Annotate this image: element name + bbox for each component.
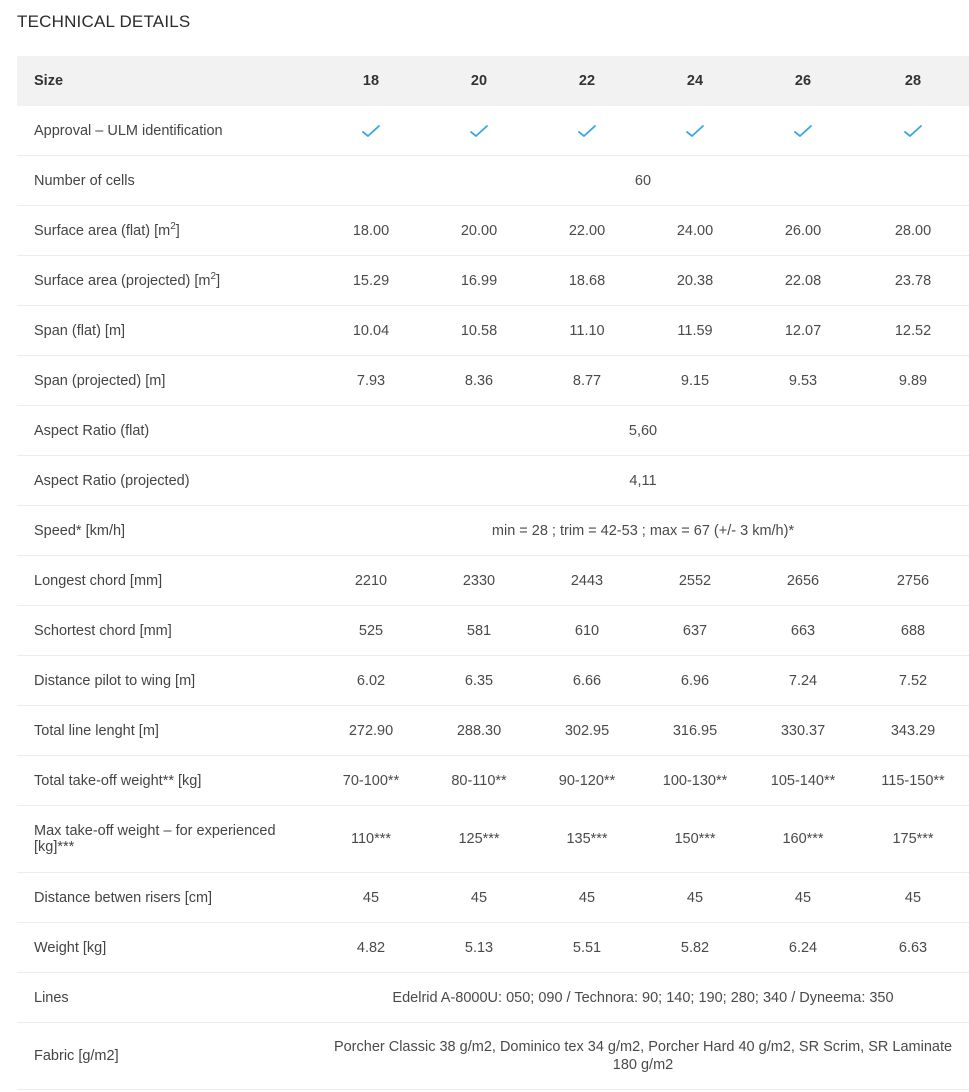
table-cell [533, 106, 641, 156]
row-label: Number of cells [17, 156, 317, 206]
table-cell: 24.00 [641, 206, 749, 256]
table-cell: 525 [317, 606, 425, 656]
table-cell: 6.66 [533, 656, 641, 706]
table-cell: 80-110** [425, 756, 533, 806]
table-cell: 2210 [317, 556, 425, 606]
table-cell: 10.58 [425, 306, 533, 356]
table-row-longest-chord [17, 556, 969, 606]
check-icon [577, 124, 597, 138]
table-cell: 2330 [425, 556, 533, 606]
table-cell: 110*** [317, 806, 425, 873]
technical-details-table [17, 56, 969, 1090]
table-cell: 45 [533, 873, 641, 923]
table-cell: 7.93 [317, 356, 425, 406]
table-row-speed [17, 506, 969, 556]
table-cell: 9.53 [749, 356, 857, 406]
table-cell: 288.30 [425, 706, 533, 756]
table-cell: 20.00 [425, 206, 533, 256]
table-cell [641, 106, 749, 156]
table-row-approval [17, 106, 969, 156]
table-cell: 12.52 [857, 306, 969, 356]
row-label: Speed* [km/h] [17, 506, 317, 556]
row-label: Lines [17, 973, 317, 1023]
table-cell: 105-140** [749, 756, 857, 806]
table-cell: 11.10 [533, 306, 641, 356]
table-cell: 18.68 [533, 256, 641, 306]
table-cell: 70-100** [317, 756, 425, 806]
table-cell [317, 106, 425, 156]
table-cell: 6.02 [317, 656, 425, 706]
row-label: Longest chord [mm] [17, 556, 317, 606]
table-cell: 11.59 [641, 306, 749, 356]
size-column-header: 24 [686, 73, 704, 89]
table-row-surface-flat [17, 206, 969, 256]
row-label: Distance betwen risers [cm] [17, 873, 317, 923]
table-row-takeoff-weight [17, 756, 969, 806]
size-header: Size [34, 73, 64, 89]
table-cell: 18.00 [317, 206, 425, 256]
row-label: Aspect Ratio (projected) [17, 456, 317, 506]
table-cell [425, 106, 533, 156]
table-cell: 637 [641, 606, 749, 656]
table-row-span-projected [17, 356, 969, 406]
table-cell: 6.96 [641, 656, 749, 706]
table-row-span-flat [17, 306, 969, 356]
table-cell: 272.90 [317, 706, 425, 756]
table-cell: 688 [857, 606, 969, 656]
table-row-aspect-projected [17, 456, 969, 506]
table-cell: 330.37 [749, 706, 857, 756]
table-cell: 2552 [641, 556, 749, 606]
table-cell: 2443 [533, 556, 641, 606]
table-row-lines [17, 973, 969, 1023]
table-cell: 22.00 [533, 206, 641, 256]
table-cell: 6.63 [857, 923, 969, 973]
table-cell: 7.24 [749, 656, 857, 706]
table-cell: 7.52 [857, 656, 969, 706]
row-label: Distance pilot to wing [m] [17, 656, 317, 706]
table-row-weight [17, 923, 969, 973]
superscript: 2 [210, 270, 217, 282]
table-cell-span: 60 [317, 156, 969, 206]
table-cell: 45 [857, 873, 969, 923]
table-cell: 150*** [641, 806, 749, 873]
table-cell: 45 [641, 873, 749, 923]
table-cell: 12.07 [749, 306, 857, 356]
table-cell-span: Edelrid A-8000U: 050; 090 / Technora: 90; 140; 190; 280; 340 / Dyneema: 350 [317, 973, 969, 1023]
table-cell: 16.99 [425, 256, 533, 306]
table-cell: 22.08 [749, 256, 857, 306]
row-label: Max take-off weight – for experienced [kg]*** [17, 806, 317, 873]
size-column-header: 26 [794, 73, 812, 89]
size-column-header: 22 [578, 73, 596, 89]
table-cell: 343.29 [857, 706, 969, 756]
table-cell: 45 [317, 873, 425, 923]
row-label: Aspect Ratio (flat) [17, 406, 317, 456]
check-icon [685, 124, 705, 138]
row-label [17, 206, 317, 256]
table-row-risers [17, 873, 969, 923]
row-label: Schortest chord [mm] [17, 606, 317, 656]
page-title: TECHNICAL DETAILS [17, 12, 191, 31]
table-row-aspect-flat [17, 406, 969, 456]
table-cell: 135*** [533, 806, 641, 873]
table-cell: 6.35 [425, 656, 533, 706]
table-cell [749, 106, 857, 156]
table-cell: 115-150** [857, 756, 969, 806]
table-cell: 302.95 [533, 706, 641, 756]
table-cell: 8.77 [533, 356, 641, 406]
table-cell: 10.04 [317, 306, 425, 356]
table-row-shortest-chord [17, 606, 969, 656]
table-cell: 5.51 [533, 923, 641, 973]
table-cell: 45 [749, 873, 857, 923]
table-row-line-length [17, 706, 969, 756]
table-row-max-takeoff [17, 806, 969, 873]
row-label: Weight [kg] [17, 923, 317, 973]
table-cell: 15.29 [317, 256, 425, 306]
table-cell: 581 [425, 606, 533, 656]
size-column-header: 28 [904, 73, 922, 89]
table-cell-span: 4,11 [317, 456, 969, 506]
table-row-pilot-distance [17, 656, 969, 706]
table-cell: 9.15 [641, 356, 749, 406]
table-cell-span: 5,60 [317, 406, 969, 456]
table-cell: 4.82 [317, 923, 425, 973]
row-label-text: ] [216, 272, 221, 289]
check-icon [361, 124, 381, 138]
table-cell: 9.89 [857, 356, 969, 406]
table-cell: 175*** [857, 806, 969, 873]
table-cell: 8.36 [425, 356, 533, 406]
row-label: Fabric [g/m2] [17, 1023, 317, 1090]
table-cell-span: min = 28 ; trim = 42-53 ; max = 67 (+/- 3 km/h)* [317, 506, 969, 556]
table-row-fabric [17, 1023, 969, 1090]
table-row-cells [17, 156, 969, 206]
table-cell: 23.78 [857, 256, 969, 306]
row-label: Total line lenght [m] [17, 706, 317, 756]
table-cell: 28.00 [857, 206, 969, 256]
table-cell: 5.13 [425, 923, 533, 973]
superscript: 2 [170, 220, 176, 232]
row-label [17, 256, 317, 306]
table-cell: 45 [425, 873, 533, 923]
size-column-header: 18 [362, 73, 380, 89]
table-header-row [17, 56, 969, 106]
table-cell: 125*** [425, 806, 533, 873]
table-cell: 90-120** [533, 756, 641, 806]
table-cell-span: Porcher Classic 38 g/m2, Dominico tex 34 g/m2, Porcher Hard 40 g/m2, SR Scrim, SR Laminate 180 g/m2 [317, 1023, 969, 1090]
table-cell: 6.24 [749, 923, 857, 973]
table-row-surface-projected [17, 256, 969, 306]
table-cell: 663 [749, 606, 857, 656]
row-label: Approval – ULM identification [17, 106, 317, 156]
row-label: Span (flat) [m] [17, 306, 317, 356]
check-icon [469, 124, 489, 138]
table-cell: 20.38 [641, 256, 749, 306]
size-column-header: 20 [470, 73, 488, 89]
table-cell: 100-130** [641, 756, 749, 806]
row-label: Span (projected) [m] [17, 356, 317, 406]
row-label: Total take-off weight** [kg] [17, 756, 317, 806]
table-cell: 2656 [749, 556, 857, 606]
table-cell: 2756 [857, 556, 969, 606]
row-label-text: Surface area (projected) [m [34, 272, 211, 289]
check-icon [903, 124, 923, 138]
table-cell: 26.00 [749, 206, 857, 256]
table-cell: 610 [533, 606, 641, 656]
table-cell: 316.95 [641, 706, 749, 756]
table-cell: 5.82 [641, 923, 749, 973]
check-icon [793, 124, 813, 138]
row-label-text: Surface area (flat) [m [34, 222, 171, 239]
table-cell [857, 106, 969, 156]
table-cell: 160*** [749, 806, 857, 873]
row-label-text: ] [175, 222, 180, 239]
